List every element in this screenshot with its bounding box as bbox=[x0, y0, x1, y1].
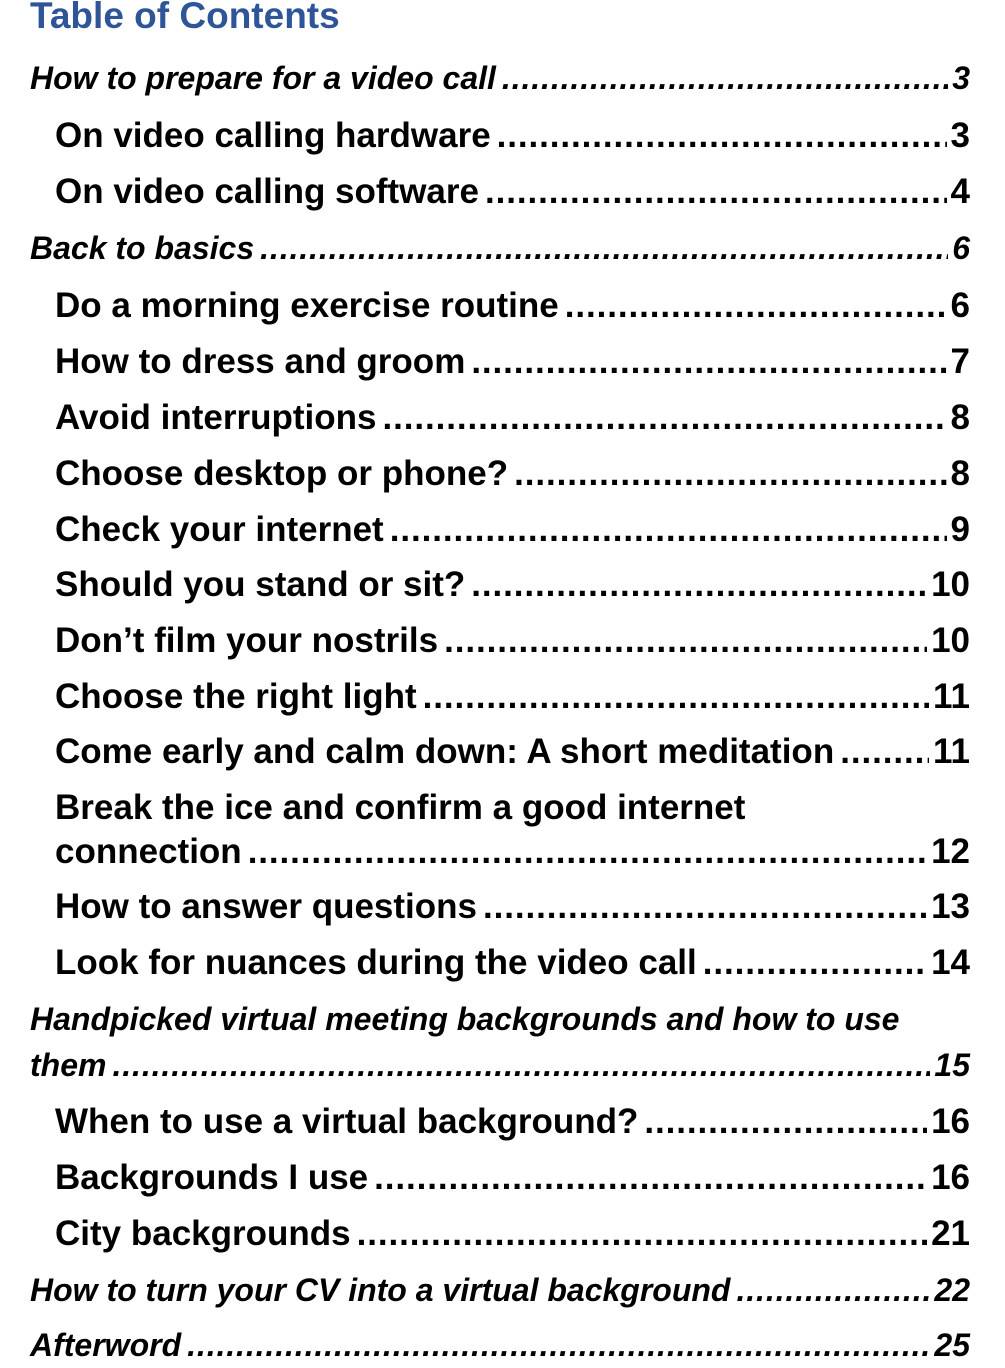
toc-entry[interactable] bbox=[55, 938, 970, 988]
toc-leader-dots bbox=[112, 1042, 930, 1088]
toc-page-number: 25 bbox=[934, 1327, 970, 1363]
toc-entry-label: How to turn your CV into a virtual background bbox=[30, 1272, 731, 1308]
toc-entry-label: How to prepare for a video call bbox=[30, 60, 496, 96]
toc-leader-dots bbox=[485, 167, 947, 217]
toc-leader-dots bbox=[497, 111, 947, 161]
toc-leader-dots bbox=[357, 1209, 927, 1259]
toc-entry-label: On video calling hardware bbox=[55, 116, 491, 155]
toc-leader-dots bbox=[471, 560, 927, 610]
toc-entry[interactable] bbox=[30, 1322, 970, 1368]
toc-page-number: 6 bbox=[950, 286, 970, 325]
toc-entry[interactable] bbox=[55, 560, 970, 610]
toc-leader-dots bbox=[374, 1153, 927, 1203]
toc-leader-dots bbox=[736, 1267, 930, 1313]
toc-entry[interactable] bbox=[30, 1042, 970, 1088]
toc-page-number: 4 bbox=[950, 172, 970, 211]
toc-entry[interactable] bbox=[55, 449, 970, 499]
toc-entry[interactable] bbox=[55, 1097, 970, 1147]
toc-entry-label: Come early and calm down: A short meditation bbox=[55, 732, 835, 771]
toc-entry-label: Afterword bbox=[30, 1327, 182, 1363]
toc-entry-label: Avoid interruptions bbox=[55, 398, 377, 437]
toc-page-number: 22 bbox=[934, 1272, 970, 1308]
toc-entry[interactable] bbox=[55, 281, 970, 331]
toc-entry-label: Choose desktop or phone? bbox=[55, 454, 509, 493]
toc-page-number: 6 bbox=[952, 230, 970, 266]
toc-entry-label: City backgrounds bbox=[55, 1214, 351, 1253]
toc-entry-label: them bbox=[30, 1047, 107, 1083]
toc-entry[interactable] bbox=[55, 827, 970, 877]
toc-entry-label: When to use a virtual background? bbox=[55, 1102, 639, 1141]
toc-entry[interactable] bbox=[55, 1209, 970, 1259]
toc-entry[interactable] bbox=[55, 882, 970, 932]
toc-entry[interactable] bbox=[55, 337, 970, 387]
toc-entry-label: On video calling software bbox=[55, 172, 479, 211]
toc-page-number: 13 bbox=[931, 887, 970, 926]
toc-page-number: 10 bbox=[931, 621, 970, 660]
toc-page-number: 8 bbox=[950, 454, 970, 493]
toc-leader-dots bbox=[471, 337, 946, 387]
toc-page-number: 11 bbox=[933, 732, 970, 771]
toc-leader-dots bbox=[260, 225, 948, 271]
toc-entry-label-line1[interactable]: Handpicked virtual meeting backgrounds and how to use bbox=[30, 1001, 900, 1037]
toc-leader-dots bbox=[483, 882, 927, 932]
toc-entry-label: Choose the right light bbox=[55, 677, 417, 716]
toc-entry[interactable] bbox=[30, 1267, 970, 1313]
toc-entry[interactable] bbox=[30, 55, 970, 101]
toc-entry[interactable] bbox=[55, 1153, 970, 1203]
toc-title: Table of Contents bbox=[30, 0, 340, 36]
toc-page-number: 10 bbox=[931, 565, 970, 604]
toc-page-number: 11 bbox=[933, 677, 970, 716]
toc-leader-dots bbox=[390, 505, 947, 555]
toc-entry-label: How to dress and groom bbox=[55, 342, 466, 381]
toc-page-number: 7 bbox=[950, 342, 970, 381]
toc-entry-label: How to answer questions bbox=[55, 887, 477, 926]
toc-entry[interactable] bbox=[55, 727, 970, 777]
toc-leader-dots bbox=[187, 1322, 930, 1368]
toc-entry-label: Look for nuances during the video call bbox=[55, 943, 697, 982]
toc-leader-dots bbox=[423, 672, 929, 722]
toc-page-number: 21 bbox=[931, 1214, 970, 1253]
toc-page-number: 16 bbox=[931, 1102, 970, 1141]
toc-leader-dots bbox=[382, 393, 946, 443]
toc-page-number: 14 bbox=[931, 943, 970, 982]
toc-entry-label: Do a morning exercise routine bbox=[55, 286, 559, 325]
toc-page-number: 8 bbox=[950, 398, 970, 437]
toc-entry[interactable] bbox=[30, 225, 970, 271]
toc-entry-label: Should you stand or sit? bbox=[55, 565, 466, 604]
toc-page-number: 12 bbox=[931, 832, 970, 871]
toc-page-number: 16 bbox=[931, 1158, 970, 1197]
toc-entry[interactable] bbox=[55, 616, 970, 666]
toc-entry-label: connection bbox=[55, 832, 242, 871]
toc-leader-dots bbox=[565, 281, 947, 331]
toc-leader-dots bbox=[703, 938, 927, 988]
toc-entry-label: Backgrounds I use bbox=[55, 1158, 369, 1197]
toc-page-number: 9 bbox=[950, 510, 970, 549]
toc-entry-label: Don’t film your nostrils bbox=[55, 621, 439, 660]
toc-entry[interactable] bbox=[55, 111, 970, 161]
toc-page-number: 15 bbox=[934, 1047, 970, 1083]
toc-leader-dots bbox=[514, 449, 946, 499]
toc-entry[interactable] bbox=[55, 672, 970, 722]
toc-entry-label-line1[interactable]: Break the ice and confirm a good internet bbox=[55, 788, 746, 827]
toc-leader-dots bbox=[248, 827, 927, 877]
toc-entry[interactable] bbox=[55, 393, 970, 443]
toc-page-number: 3 bbox=[952, 60, 970, 96]
toc-leader-dots bbox=[502, 55, 948, 101]
toc-entry[interactable] bbox=[55, 167, 970, 217]
toc-entry[interactable] bbox=[55, 505, 970, 555]
toc-leader-dots bbox=[840, 727, 929, 777]
toc-leader-dots bbox=[444, 616, 927, 666]
toc-entry-label: Back to basics bbox=[30, 230, 255, 266]
toc-entry-label: Check your internet bbox=[55, 510, 384, 549]
toc-leader-dots bbox=[644, 1097, 927, 1147]
toc-page-number: 3 bbox=[950, 116, 970, 155]
